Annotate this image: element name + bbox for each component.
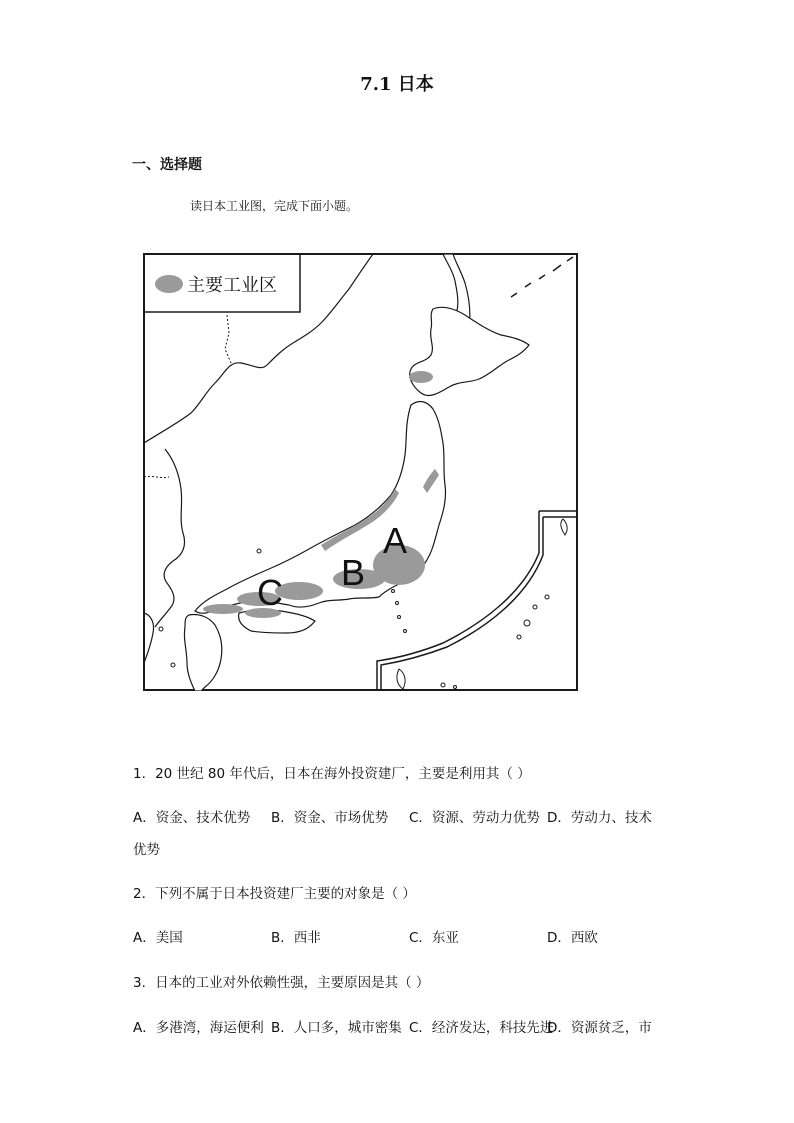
intro-text: 读日本工业图，完成下面小题。 [190, 199, 359, 213]
question-2-option-b[interactable]: B．西非 [271, 930, 321, 946]
page-title: 7.1 日本 [360, 74, 434, 95]
section-heading: 一、选择题 [132, 157, 202, 173]
region-label-c: C [257, 572, 283, 613]
question-2-options [133, 928, 598, 948]
question-1-option-b[interactable]: B．资金、市场优势 [271, 810, 389, 826]
question-2-option-d[interactable]: D．西欧 [547, 930, 598, 946]
question-3-option-a[interactable]: A．多港湾，海运便利 [133, 1020, 264, 1036]
question-1-option-c[interactable]: C．资源、劳动力优势 [409, 810, 540, 826]
legend-swatch [155, 275, 183, 293]
industry-hokkaido [409, 371, 433, 383]
question-3-option-b[interactable]: B．人口多，城市密集 [271, 1020, 402, 1036]
question-1-option-a[interactable]: A．资金、技术优势 [133, 810, 251, 826]
region-label-b: B [341, 552, 366, 593]
question-1-options [133, 808, 652, 828]
question-1-option-d-continuation: 优势 [133, 842, 160, 858]
question-1-option-d[interactable]: D．劳动力、技术 [547, 810, 652, 826]
question-3-option-c[interactable]: C．经济发达，科技先进 [409, 1020, 554, 1036]
question-2-option-a[interactable]: A．美国 [133, 930, 183, 946]
region-label-a: A [383, 520, 408, 561]
question-2-option-c[interactable]: C．东亚 [409, 930, 459, 946]
industry-zone-c-c [203, 604, 243, 614]
question-1-stem: 1．20 世纪 80 年代后，日本在海外投资建厂，主要是利用其（ ） [133, 766, 531, 782]
question-2-stem: 2．下列不属于日本投资建厂主要的对象是（ ） [133, 886, 416, 902]
legend-label: 主要工业区 [187, 275, 277, 295]
question-3-option-d[interactable]: D．资源贫乏，市 [547, 1020, 652, 1036]
japan-industry-map [143, 253, 578, 691]
question-3-stem: 3．日本的工业对外依赖性强，主要原因是其（ ） [133, 975, 430, 991]
question-3-options [133, 1018, 652, 1038]
